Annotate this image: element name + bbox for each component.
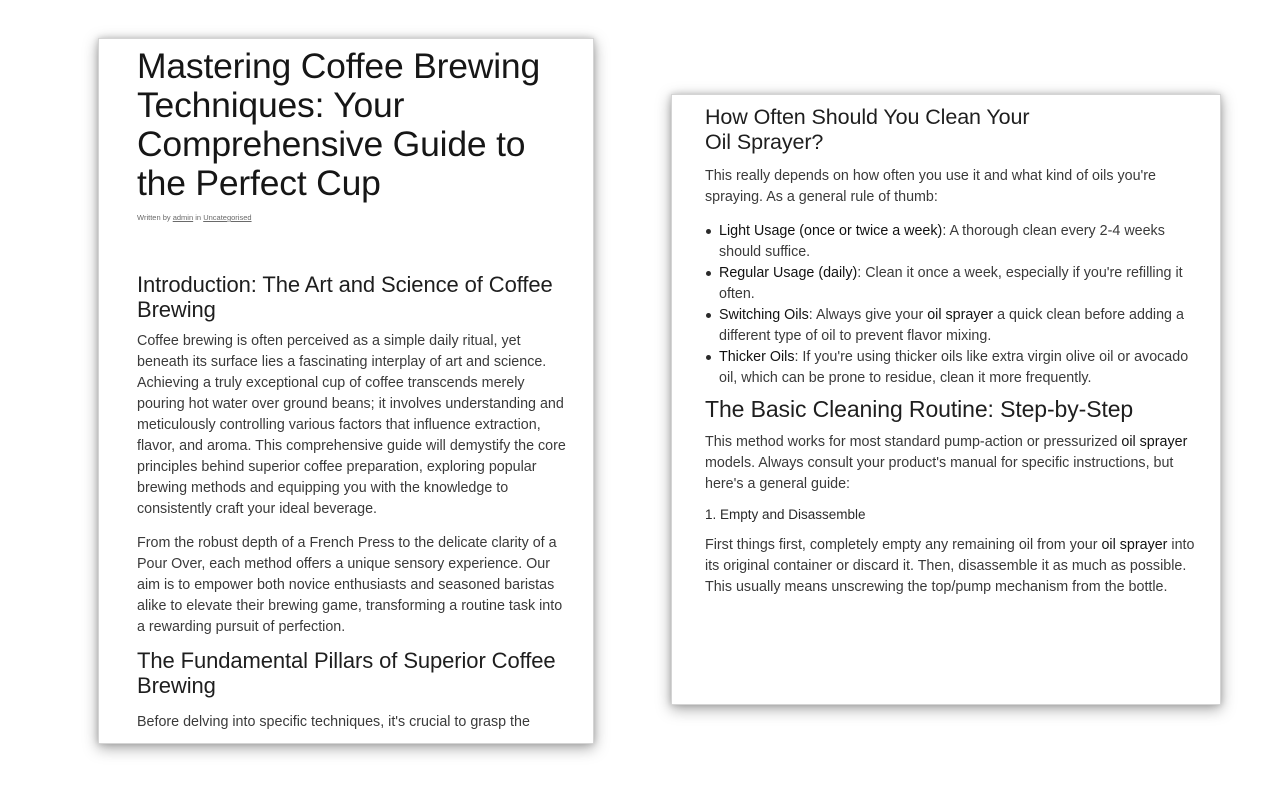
section-heading-cleaning-routine: The Basic Cleaning Routine: Step-by-Step [705, 396, 1134, 422]
intro-paragraph-1: Coffee brewing is often perceived as a simple daily ritual, yet beneath its surface lies a fascinating interplay of art and science. Achieving a truly exceptional cup of coffee transcends merely pouring hot water over ground beans; it involves understanding and meticulously controlling various factors that influence extraction, flavor, and aroma. This comprehensive guide will demystify the core principles behind superior coffee preparation, exploring popular brewing methods and equipping you with the knowledge to consistently craft your ideal beverage. [137, 333, 566, 517]
section-heading-how-often [705, 105, 1200, 155]
oil-sprayer-article-card [671, 94, 1221, 705]
heading-line-2: Oil Sprayer? [705, 130, 824, 154]
author-link[interactable]: admin [172, 213, 194, 222]
step-text: First things first, completely empty any remaining oil from your [705, 537, 1102, 553]
list-item-text: a quick clean before adding a different type of oil to prevent flavor mixing. [719, 307, 1184, 344]
category-link[interactable]: Uncategorised [203, 213, 252, 222]
cleaning-routine-intro [705, 432, 1200, 495]
section-heading-introduction: Introduction: The Art and Science of Coffee Brewing [137, 272, 553, 322]
list-item-label: Switching Oils [719, 307, 809, 323]
step-1-title: 1. Empty and Disassemble [705, 507, 866, 522]
list-item-text: : Clean it once a week, especially if you're refilling it often. [719, 265, 1183, 302]
oil-sprayer-keyword: oil sprayer [927, 307, 994, 323]
post-title: Mastering Coffee Brewing Techniques: Your Comprehensive Guide to the Perfect Cup [137, 46, 540, 203]
heading-line-1: How Often Should You Clean Your [705, 105, 1030, 129]
oil-sprayer-keyword: oil sprayer [1101, 537, 1168, 553]
how-often-intro: This really depends on how often you use it and what kind of oils you're spraying. As a general rule of thumb: [705, 168, 1156, 205]
oil-sprayer-keyword: oil sprayer [1121, 434, 1188, 450]
list-item-label: Regular Usage (daily) [719, 265, 858, 281]
list-item-label: Thicker Oils [719, 349, 795, 365]
bullet-icon [706, 313, 711, 318]
list-item-light-usage [705, 221, 1200, 263]
step-1-paragraph [705, 535, 1200, 598]
list-item-thicker-oils [705, 347, 1200, 389]
list-item-text: : If you're using thicker oils like extra virgin olive oil or avocado oil, which can be prone to residue, clean it more frequently. [719, 349, 1189, 386]
list-item-text: : A thorough clean every 2-4 weeks should suffice. [719, 223, 1165, 260]
list-item-text: : Always give your [808, 307, 928, 323]
bullet-icon [706, 271, 711, 276]
byline-middle: in [195, 213, 202, 222]
intro-text: models. Always consult your product's manual for specific instructions, but here's a general guide: [705, 455, 1174, 492]
post-byline [137, 213, 573, 222]
pillars-paragraph-1: Before delving into specific techniques, it's crucial to grasp the [137, 714, 530, 730]
list-item-regular-usage [705, 263, 1200, 305]
usage-frequency-list [705, 221, 1200, 389]
bullet-icon [706, 355, 711, 360]
list-item-label: Light Usage (once or twice a week) [719, 223, 943, 239]
section-heading-fundamental-pillars: The Fundamental Pillars of Superior Coffee Brewing [137, 648, 556, 698]
step-text: into its original container or discard it. Then, disassemble it as much as possible. This usually means unscrewing the top/pump mechanism from the bottle. [705, 537, 1195, 595]
bullet-icon [706, 229, 711, 234]
intro-text: This method works for most standard pump-action or pressurized [705, 434, 1122, 450]
byline-prefix: Written by [137, 213, 171, 222]
coffee-article-card [98, 38, 594, 744]
list-item-switching-oils [705, 305, 1200, 347]
intro-paragraph-2: From the robust depth of a French Press to the delicate clarity of a Pour Over, each method offers a unique sensory experience. Our aim is to empower both novice enthusiasts and seasoned baristas alike to elevate their brewing game, transforming a routine task into a rewarding pursuit of perfection. [137, 535, 563, 635]
